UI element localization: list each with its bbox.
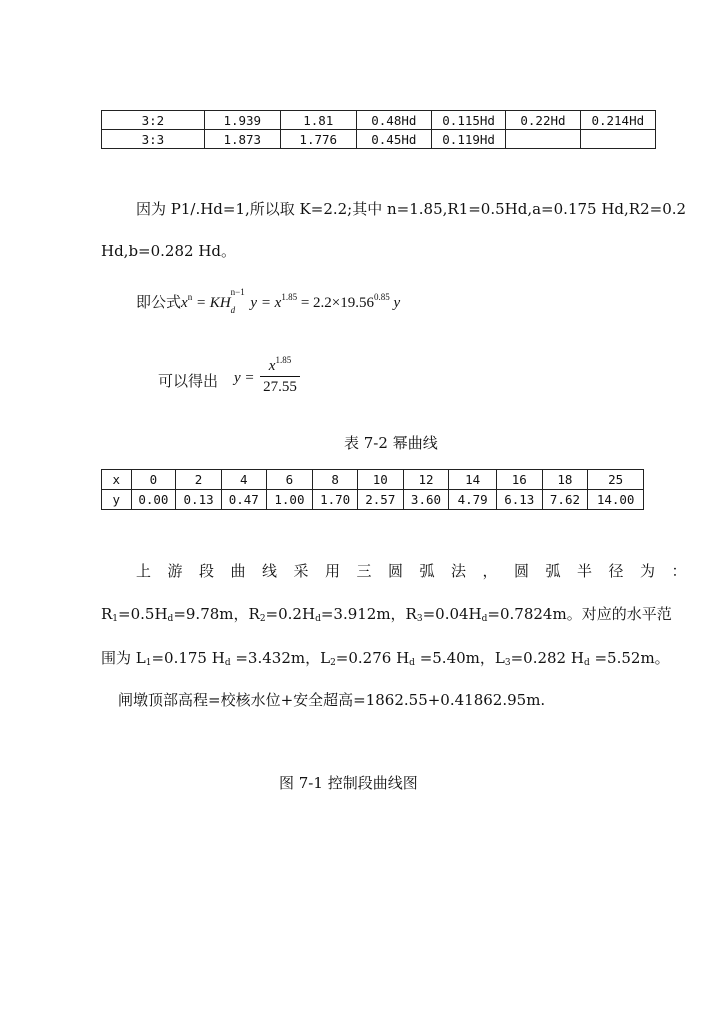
table-cell: 7.62: [542, 490, 588, 510]
text: =0.2H: [265, 605, 316, 623]
table-cell: 10: [357, 470, 403, 490]
text: =9.78m，R: [173, 605, 260, 623]
subscript: d: [481, 614, 488, 624]
table-cell: y: [102, 490, 132, 510]
table-cell: 1.00: [266, 490, 313, 510]
formula-var: x: [181, 295, 188, 311]
text: =5.40m，L: [414, 649, 505, 667]
table-row: [102, 130, 656, 149]
table-cell: 3:2: [102, 111, 205, 130]
subscript: 3: [416, 614, 423, 624]
formula-prefix: 可以得出: [158, 374, 219, 390]
table-cell: 0.22Hd: [506, 111, 580, 130]
table-cell: 0.115Hd: [431, 111, 505, 130]
subscript: 1: [112, 614, 119, 624]
paragraph-line: 因为 P1/.Hd=1,所以取 K=2.2;其中 n=1.85,R1=0.5Hd,a=0.175 Hd,R2=0.2: [136, 200, 687, 218]
table-row: [102, 470, 644, 490]
paragraph-line: [101, 647, 670, 668]
table-cell: 14.00: [588, 490, 644, 510]
table-cell: 1.81: [280, 111, 356, 130]
paragraph-line: [101, 603, 672, 624]
table-cell: x: [102, 470, 132, 490]
table-row: [102, 111, 656, 130]
table-cell: 6: [266, 470, 313, 490]
subscript: 3: [504, 658, 511, 668]
table-cell: 1.70: [313, 490, 358, 510]
table-cell: 0.48Hd: [356, 111, 431, 130]
table-cell: 0.214Hd: [580, 111, 655, 130]
text: =0.04H: [422, 605, 482, 623]
paragraph-line: 上游段曲线采用三圆弧法，圆弧半径为：: [136, 562, 704, 580]
formula-power-curve: [136, 287, 401, 315]
table-caption: 表 7-2 幂曲线: [344, 434, 438, 452]
table-cell: 14: [449, 470, 497, 490]
formula-part: = 2.2×19.56: [297, 295, 375, 311]
subscript: d: [409, 658, 415, 668]
paragraph-line: 闸墩顶部高程=校核水位+安全超高=1862.55+0.41862.95m.: [118, 691, 546, 709]
formula-part: = KH: [192, 295, 231, 311]
table-cell: [506, 130, 580, 149]
table-cell: 3:3: [102, 130, 205, 149]
table-cell: [580, 130, 655, 149]
formula-prefix: 即公式: [136, 295, 182, 311]
table-cell: 1.939: [204, 111, 280, 130]
table-cell: 12: [403, 470, 449, 490]
text: =0.5H: [118, 605, 168, 623]
table-cell: 0.13: [176, 490, 222, 510]
text: =0.7824m。对应的水平范: [487, 605, 672, 623]
table-cell: 8: [313, 470, 358, 490]
table-cell: 18: [542, 470, 588, 490]
power-curve-table: [101, 469, 644, 510]
subscript: d: [167, 614, 174, 624]
table-cell: 0.00: [131, 490, 176, 510]
formula-var: y =: [234, 370, 255, 386]
table-cell: 3.60: [403, 490, 449, 510]
text: =3.432m，L: [230, 649, 331, 667]
table-cell: 0: [131, 470, 176, 490]
subscript: 1: [145, 658, 152, 668]
table-cell: 1.873: [204, 130, 280, 149]
subscript: d: [315, 614, 321, 624]
table-cell: 0.119Hd: [431, 130, 505, 149]
table-row: [102, 490, 644, 510]
table-cell: 1.776: [280, 130, 356, 149]
formula-exp: 1.85: [281, 292, 298, 302]
formula-sub: d: [230, 305, 236, 315]
table-cell: 4: [221, 470, 266, 490]
parameter-table: [101, 110, 656, 149]
text: =0.282 H: [510, 649, 584, 667]
table-cell: 2: [176, 470, 222, 490]
formula-exp: 1.85: [275, 355, 292, 365]
subscript: 2: [259, 614, 266, 624]
formula-part: y = x: [246, 295, 282, 311]
table-cell: 6.13: [496, 490, 542, 510]
formula-denominator: 27.55: [263, 379, 297, 395]
formula-lhs: [234, 370, 255, 387]
subscript: d: [583, 658, 590, 668]
formula-part: y: [389, 295, 401, 311]
table-cell: 2.57: [357, 490, 403, 510]
subscript: 2: [330, 658, 336, 668]
text: =3.912m，R: [320, 605, 417, 623]
formula-exp: n−1: [230, 287, 245, 297]
table-cell: 25: [588, 470, 644, 490]
subscript: d: [224, 658, 231, 668]
formula-exp: 0.85: [374, 292, 390, 302]
text: 围为 L: [101, 649, 146, 667]
text: =0.175 H: [151, 649, 225, 667]
paragraph-line: Hd,b=0.282 Hd。: [101, 242, 237, 260]
formula-exp: n: [187, 292, 193, 302]
text: =5.52m。: [589, 649, 670, 667]
formula-var: x: [268, 358, 276, 374]
text: =0.276 H: [335, 649, 410, 667]
text: R: [101, 605, 113, 623]
table-cell: 4.79: [449, 490, 497, 510]
table-cell: 0.47: [221, 490, 266, 510]
fraction-bar: [260, 376, 300, 377]
table-cell: 16: [496, 470, 542, 490]
figure-caption: 图 7-1 控制段曲线图: [279, 774, 418, 792]
table-cell: 0.45Hd: [356, 130, 431, 149]
formula-fraction: [260, 352, 300, 395]
